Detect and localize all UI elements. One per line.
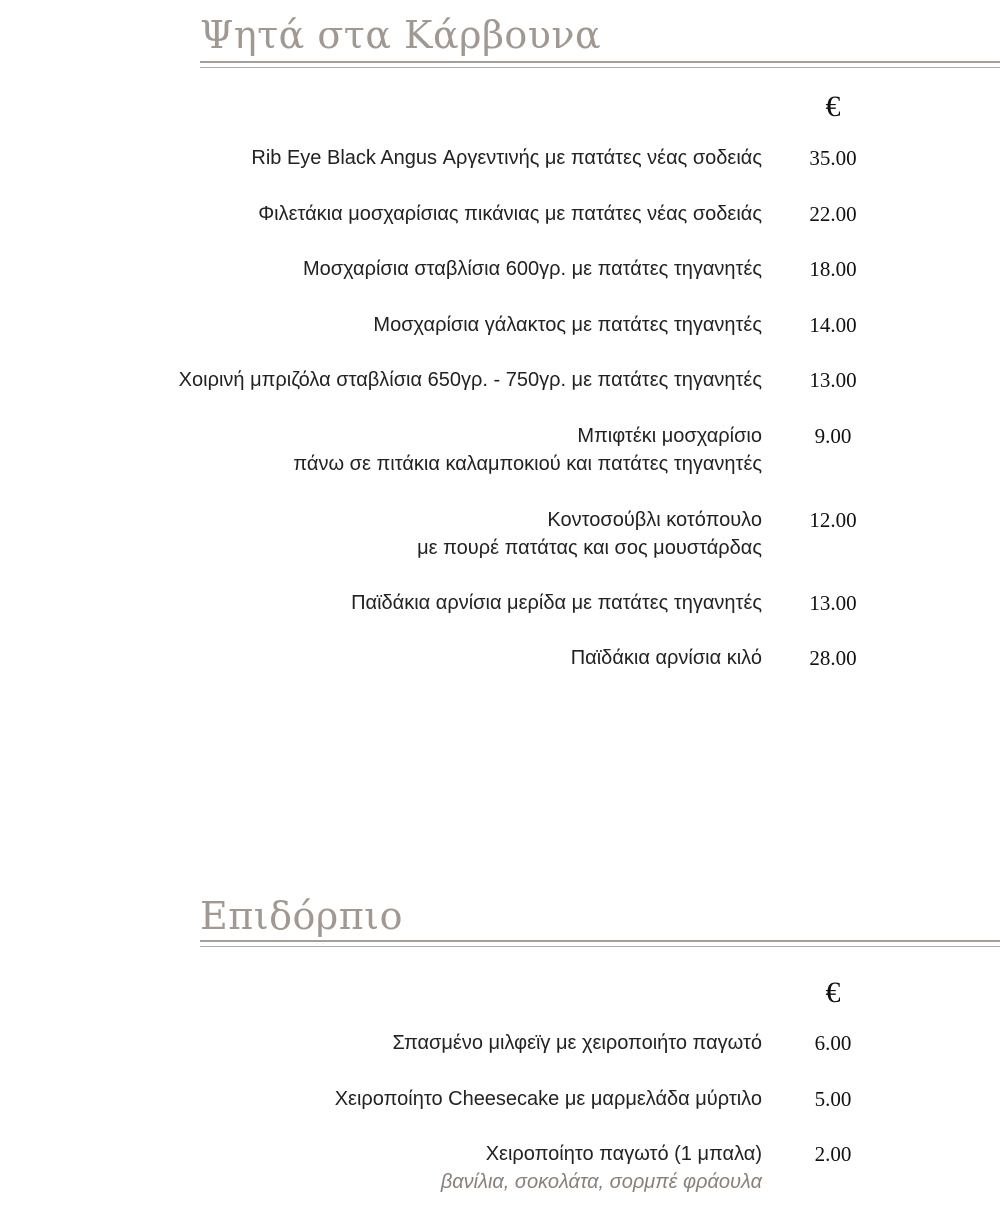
item-name-line: με πουρέ πατάτας και σος μουστάρδας [417,537,762,559]
item-name-line: πάνω σε πιτάκια καλαμποκιού και πατάτες τηγανητές [293,453,762,475]
section-title-grill: Ψητά στα Κάρβουνα [200,13,602,57]
item-price: 6.00 [814,1031,852,1055]
divider [200,67,1000,68]
item-price: 9.00 [814,424,852,448]
divider [200,946,1000,947]
item-price: 18.00 [809,257,857,281]
item-name: Χειροποίητο Cheesecake με μαρμελάδα μύρτιλο [334,1088,762,1110]
item-name-line: Κοντοσούβλι κοτόπουλο [547,509,762,531]
item-name-line: Χειροποίητο παγωτό (1 μπαλα) [485,1143,762,1165]
item-price: 2.00 [814,1142,852,1166]
item-note: βανίλια, σοκολάτα, σορμπέ φράουλα [440,1171,762,1193]
item-price: 22.00 [809,202,857,226]
section-title-dessert: Επιδόρπιο [200,894,403,938]
item-price: 12.00 [809,508,857,532]
item-price: 13.00 [809,591,857,615]
divider [200,940,1000,942]
item-name: Μοσχαρίσια γάλακτος με πατάτες τηγανητές [373,314,762,336]
item-name-line: Μπιφτέκι μοσχαρίσιο [577,425,762,447]
item-price: 14.00 [809,313,857,337]
item-name [417,506,762,562]
item-name [441,1140,762,1196]
item-name: Χοιρινή μπριζόλα σταβλίσια 650γρ. - 750γρ. με πατάτες τηγανητές [178,369,762,391]
divider [200,61,1000,63]
item-name: Σπασμένο μιλφεϊγ με χειροποιήτο παγωτό [392,1032,762,1054]
item-name: Παϊδάκια αρνίσια κιλό [570,647,762,669]
currency-header: € [825,90,841,123]
item-price: 28.00 [809,646,857,670]
item-name: Παϊδάκια αρνίσια μερίδα με πατάτες τηγανητές [351,592,762,614]
currency-header: € [825,976,841,1009]
item-price: 13.00 [809,368,857,392]
item-name: Μοσχαρίσια σταβλίσια 600γρ. με πατάτες τηγανητές [302,258,762,280]
item-price: 35.00 [809,146,857,170]
item-price: 5.00 [814,1087,852,1111]
item-name: Rib Eye Black Angus Αργεντινής με πατάτες νέας σοδειάς [251,147,762,169]
item-name: Φιλετάκια μοσχαρίσιας πικάνιας με πατάτες νέας σοδειάς [258,203,762,225]
item-name [293,422,762,478]
